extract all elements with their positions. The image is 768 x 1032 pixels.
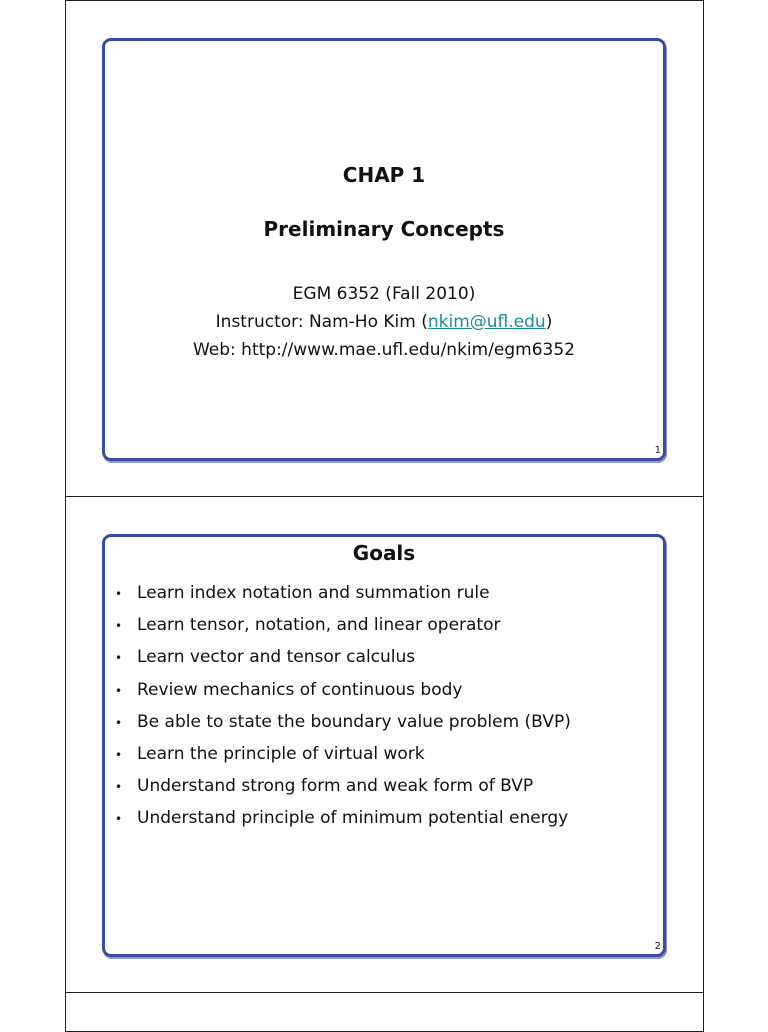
course-line: EGM 6352 (Fall 2010) (292, 284, 476, 304)
chapter-label: CHAP 1 (342, 163, 426, 187)
slide-title: Goals (352, 541, 416, 565)
slide-title: Preliminary Concepts (263, 217, 505, 241)
instructor-line (105, 312, 663, 332)
instructor-prefix: Instructor: Nam-Ho Kim ( (215, 312, 428, 332)
list-item: • Understand strong form and weak form of BVP (115, 776, 534, 797)
list-item: • Learn tensor, notation, and linear operator (115, 615, 501, 636)
web-line: Web: http://www.mae.ufl.edu/nkim/egm6352 (192, 340, 575, 360)
email-link[interactable]: nkim@ufl.edu (427, 312, 546, 332)
list-item: • Learn the principle of virtual work (115, 743, 425, 764)
list-item: • Learn vector and tensor calculus (115, 647, 416, 668)
list-item: • Be able to state the boundary value problem (BVP) (115, 711, 571, 732)
bullet-icon: • (115, 587, 123, 601)
slide-1 (102, 38, 666, 461)
bullet-icon: • (115, 747, 123, 762)
bullet-icon: • (115, 651, 123, 666)
slide-number: 2 (654, 941, 661, 952)
goals-list (115, 583, 571, 841)
list-item: • Learn index notation and summation rule (115, 583, 490, 603)
bullet-icon: • (115, 619, 123, 634)
slide-number: 1 (654, 445, 661, 456)
list-item: • Review mechanics of continuous body (115, 679, 463, 700)
bullet-icon: • (115, 812, 123, 827)
bullet-icon: • (115, 780, 123, 795)
list-item: • Understand principle of minimum potential energy (115, 808, 569, 829)
slide-2 (102, 534, 666, 957)
page-frame-3 (65, 992, 704, 1032)
bullet-icon: • (115, 683, 123, 698)
instructor-suffix: ) (545, 312, 553, 332)
bullet-icon: • (115, 715, 123, 730)
